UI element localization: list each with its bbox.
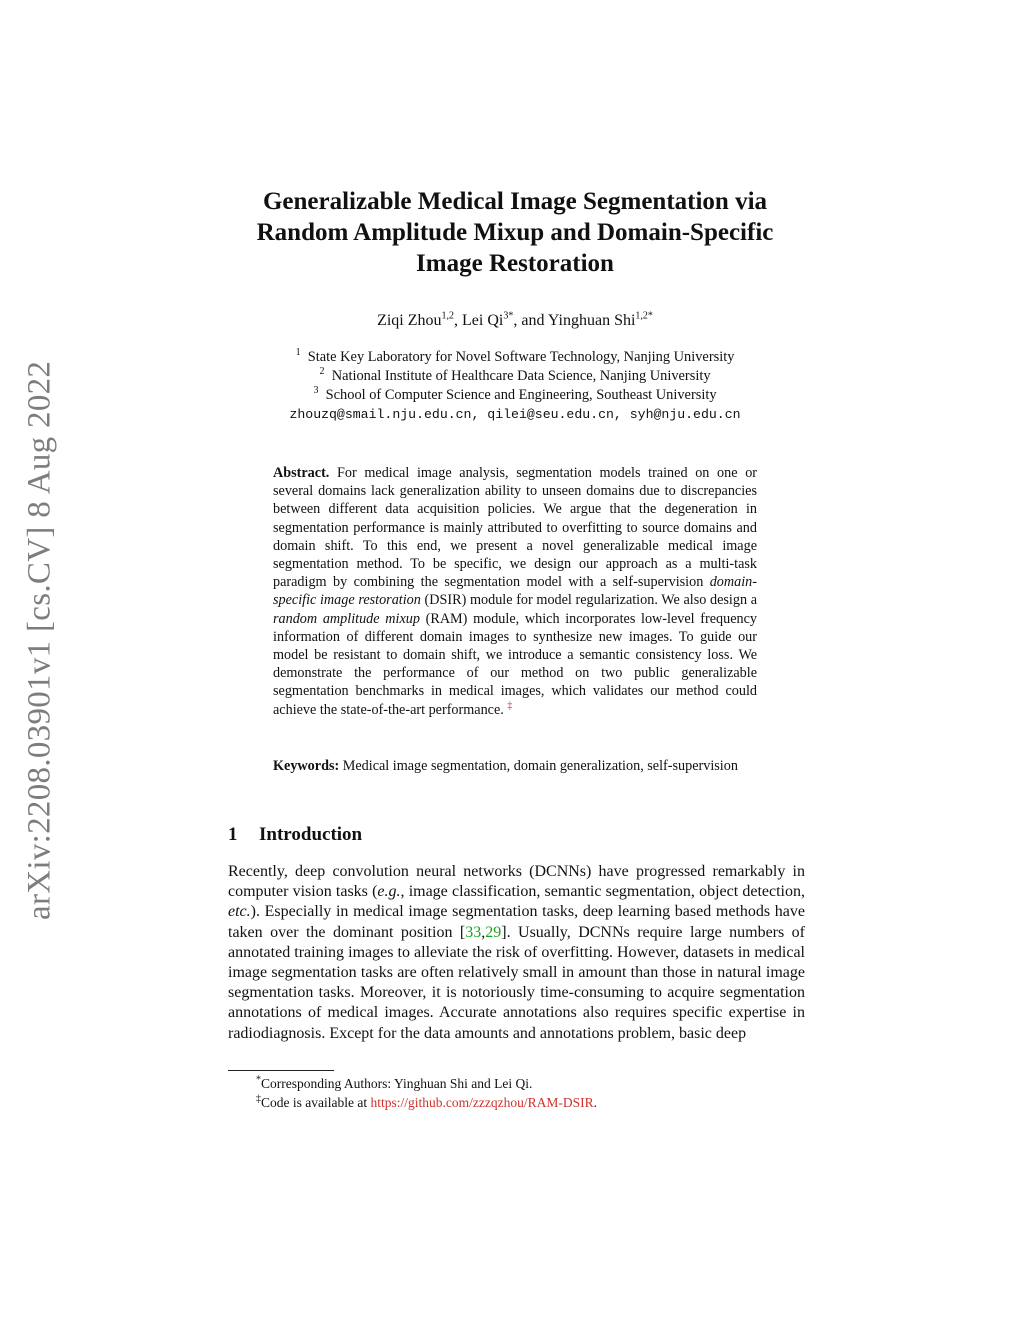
- footnote-code: ‡Code is available at https://github.com/zzzqzhou/RAM-DSIR.: [256, 1093, 597, 1110]
- author-affil-mark: 3*: [503, 310, 514, 322]
- citation-link[interactable]: 29: [485, 923, 502, 941]
- author-affil-mark: 1,2: [441, 310, 455, 322]
- keywords: Keywords: Medical image segmentation, domain generalization, self-supervision: [273, 758, 738, 774]
- author-list: Ziqi Zhou$^{1,2}$, Lei $Qi^{3*}$, and Yinghuan Shi$^{1,2*}$: [377, 310, 653, 329]
- author-emails: zhouzq@smail.nju.edu.cn, qilei@seu.edu.cn, syh@nju.edu.cn: [289, 407, 741, 422]
- citation-link[interactable]: 33: [465, 923, 482, 941]
- author-name: Ziqi Zhou: [377, 312, 442, 329]
- section-title: Introduction: [259, 824, 363, 845]
- intro-paragraph: Recently, deep convolution neural networks (DCNNs) have progressed remarkably in computer vision tasks (e.g., image classification, semantic segmentation, object detection, etc.). Especially in medical image segmentation tasks, deep learning based methods have taken over the dominant position [33,29]. Usually, DCNNs require large numbers of annotated training images to alleviate the risk of overfitting. However, datasets in medical image segmentation tasks are often relatively small in amount than those in natural image segmentation tasks. Moreover, it is notoriously time-consuming to acquire segmentation annotations of medical images. Accurate annotations also requires specific expertise in radiodiagnosis. Except for the data amounts and annotations problem, basic deep: [228, 863, 806, 1042]
- affiliation-line: $^2$ National Institute of Healthcare Data Science, Nanjing University: [319, 366, 711, 384]
- abstract: Abstract. For medical image analysis, segmentation models trained on one or several domains lack generalization ability to unseen domains due to discrepancies between different data acquisition policies. We argue that the degeneration in segmentation performance is mainly attributed to overfitting to source domains and domain shift. To this end, we present a novel generalizable medical image segmentation method. To be specific, we design our approach as a multi-task paradigm by combining the segmentation model with a self-supervision domain-specific image restoration (DSIR) module for model regularization. We also design a random amplitude mixup (RAM) module, which incorporates low-level frequency information of different domain images to synthesize new images. To guide our model be resistant to domain shift, we introduce a semantic consistency loss. We demonstrate the performance of our method on two public generalizable segmentation benchmarks in medical images, which validates our method could achieve the state-of-the-art performance. ‡: [273, 465, 758, 718]
- section-number: 1: [228, 824, 238, 845]
- arxiv-identifier: arXiv:2208.03901v1 [cs.CV] 8 Aug 2022: [21, 360, 58, 920]
- affiliation-line: $^1$ State Key Laboratory for Novel Software Technology, Nanjing University: [295, 347, 735, 365]
- affiliations: [220, 348, 810, 424]
- title-line-2: Random Amplitude Mixup and Domain-Specific: [256, 219, 774, 246]
- section-heading: [228, 824, 362, 846]
- affiliation-line: $^3$ School of Computer Science and Engineering, Southeast University: [313, 385, 717, 403]
- abstract-label: Abstract.: [273, 465, 330, 481]
- keywords-label: Keywords:: [273, 758, 340, 774]
- paper-title: [200, 186, 830, 279]
- code-footnote-link[interactable]: ‡: [507, 699, 513, 711]
- title-line-1: Generalizable Medical Image Segmentation via: [262, 188, 768, 215]
- author-name: Lei Qi: [462, 312, 504, 329]
- author-name: and Yinghuan Shi: [521, 312, 636, 329]
- title-line-3: Image Restoration: [416, 250, 614, 277]
- code-repo-link[interactable]: https://github.com/zzzqzhou/RAM-DSIR: [370, 1095, 594, 1110]
- author-affil-mark: 1,2*: [635, 310, 653, 322]
- footnote-divider: [228, 1070, 334, 1071]
- footnote-corresponding: *Corresponding Authors: Yinghuan Shi and Lei Qi.: [256, 1074, 533, 1091]
